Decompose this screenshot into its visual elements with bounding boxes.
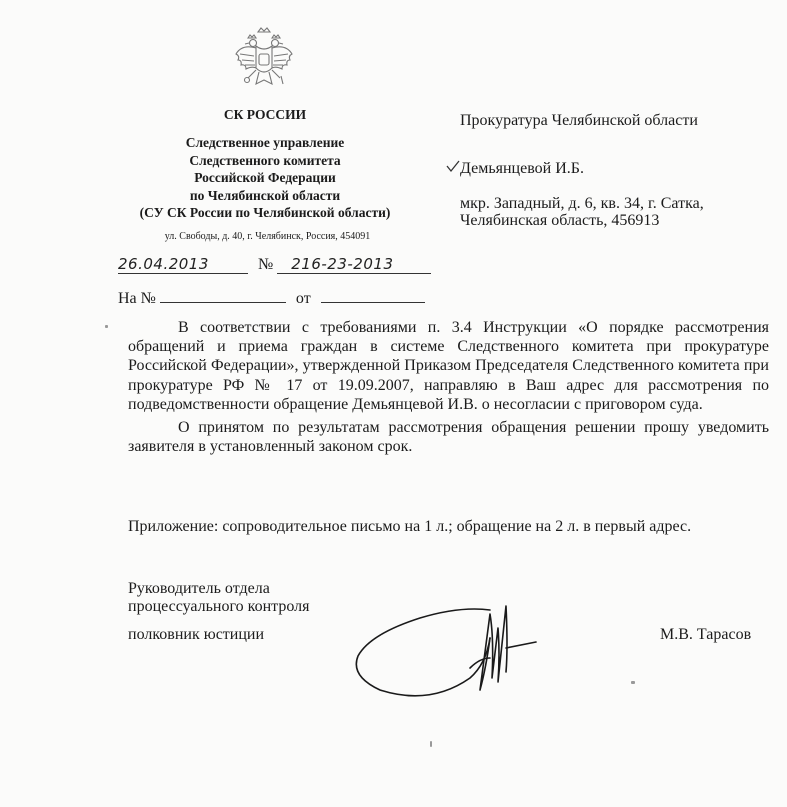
reference-number-blank [160, 288, 286, 303]
double-headed-eagle-emblem-icon [232, 24, 296, 94]
reference-date-blank [321, 288, 425, 303]
checkmark-icon [446, 159, 460, 173]
registration-date: 26.04.2013 [118, 255, 248, 274]
department-line: Следственного комитета [189, 152, 341, 168]
signatory-position [128, 580, 310, 615]
handwritten-signature-icon [340, 598, 540, 704]
department-name [100, 134, 430, 222]
signatory-name: М.В. Тарасов [660, 626, 752, 643]
department-line: Следственное управление [185, 135, 345, 150]
sender-address: ул. Свободы, д. 40, г. Челябинск, Россия, 454091 [164, 231, 371, 242]
reference-label: На № [118, 290, 156, 307]
body-paragraph: О принятом по результатам рассмотрения обращения решении прошу уведомить заявителя в установленный законом срок. [128, 419, 769, 456]
department-line: по Челябинской области [189, 187, 341, 203]
recipient-name: Демьянцевой И.Б. [460, 160, 584, 177]
registration-number: 216-23-2013 [277, 255, 431, 274]
reference-from-label: от [295, 290, 311, 307]
scan-speck [105, 325, 108, 328]
signatory-rank: полковник юстиции [128, 626, 265, 643]
scan-speck [631, 681, 635, 684]
signatory-position-line: процессуального контроля [128, 597, 310, 615]
body-paragraph: В соответствии с требованиями п. 3.4 Инструкции «О порядке рассмотрения обращений и приема граждан в системе Следственного комитета при прокуратуре Российской Федерации», утвержденной Приказом Председателя Следственного комитета при прокуратуре РФ № 17 от 19.09.2007, направляю в Ваш адрес для рассмотрения по подведомственности обращение Демьянцевой И.В. о несогласии с приговором суда. [128, 319, 769, 413]
scan-speck [430, 741, 432, 747]
signatory-position-line: Руководитель отдела [128, 580, 270, 597]
registration-number-label: № [258, 256, 274, 273]
appendix-note: Приложение: сопроводительное письмо на 1 л.; обращение на 2 л. в первый адрес. [128, 518, 692, 535]
recipient-address-line: мкр. Западный, д. 6, кв. 34, г. Сатка, [460, 195, 704, 212]
department-line: (СУ СК России по Челябинской области) [139, 205, 391, 220]
organization-short-name: СК РОССИИ [223, 107, 307, 122]
recipient-title: Прокуратура Челябинской области [460, 112, 698, 129]
department-line: Российской Федерации [194, 170, 336, 185]
registration-line [118, 255, 431, 274]
letter-body [128, 318, 769, 456]
recipient-address [460, 195, 760, 229]
recipient-address-line: Челябинская область, 456913 [460, 212, 660, 229]
reference-line [118, 288, 425, 308]
